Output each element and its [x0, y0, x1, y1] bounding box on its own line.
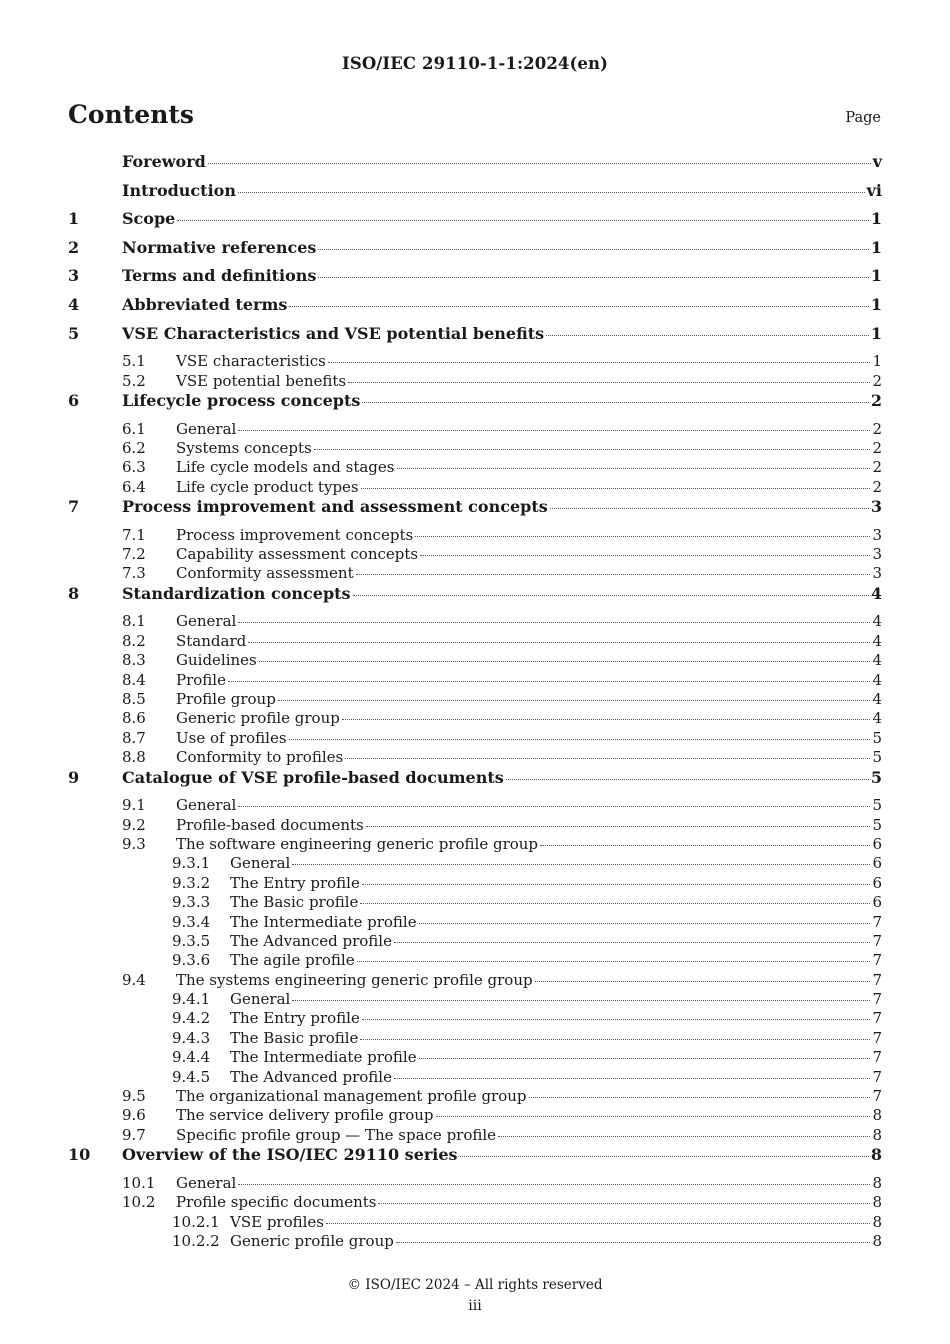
- toc-entry[interactable]: [68, 816, 882, 835]
- toc-entry[interactable]: [68, 181, 882, 210]
- dot-leader: [238, 429, 870, 431]
- dot-leader: [415, 535, 870, 537]
- toc-entry[interactable]: [68, 1232, 882, 1251]
- toc-entry-page: 6: [872, 834, 882, 853]
- toc-entry-page: 7: [872, 1087, 882, 1106]
- toc-entry-title: The organizational management profile group: [176, 1087, 527, 1106]
- dot-leader: [419, 1057, 871, 1059]
- toc-entry-number: 10.2: [122, 1193, 156, 1212]
- toc-entry[interactable]: [68, 324, 882, 353]
- toc-entry[interactable]: [68, 671, 882, 690]
- toc-entry[interactable]: [68, 768, 882, 797]
- toc-entry[interactable]: [68, 709, 882, 728]
- toc-entry[interactable]: [68, 932, 882, 951]
- toc-entry-title: Life cycle product types: [176, 477, 359, 496]
- toc-entry-page: 4: [872, 651, 882, 670]
- toc-entry-title: Generic profile group: [176, 709, 340, 728]
- dot-leader: [177, 219, 869, 221]
- toc-entry[interactable]: [68, 651, 882, 670]
- toc-entry-number: 4: [68, 294, 80, 314]
- toc-entry[interactable]: [68, 1009, 882, 1028]
- toc-entry-title: Terms and definitions: [122, 266, 317, 286]
- toc-entry-number: 9.7: [122, 1125, 146, 1144]
- toc-entry-number: 9.4: [122, 970, 146, 989]
- toc-entry-number: 9.4.4: [172, 1048, 211, 1067]
- toc-entry[interactable]: [68, 1174, 882, 1193]
- toc-entry-page: 7: [872, 970, 882, 989]
- dot-leader: [342, 718, 871, 720]
- toc-entry-page: 1: [870, 323, 882, 343]
- toc-entry[interactable]: [68, 420, 882, 439]
- dot-leader: [378, 1202, 870, 1204]
- dot-leader: [394, 941, 871, 943]
- toc-entry-title: Normative references: [122, 237, 317, 257]
- toc-entry-page: 5: [872, 796, 882, 815]
- toc-entry-title: The service delivery profile group: [176, 1106, 434, 1125]
- toc-entry-page: 4: [872, 612, 882, 631]
- toc-entry-title: Process improvement concepts: [176, 525, 414, 544]
- toc-entry-title: General: [176, 1173, 237, 1192]
- toc-entry[interactable]: [68, 295, 882, 324]
- toc-entry-page: 1: [870, 209, 882, 229]
- toc-entry-page: 8: [872, 1125, 882, 1144]
- toc-entry-number: 5.1: [122, 352, 146, 371]
- toc-entry[interactable]: [68, 1029, 882, 1048]
- toc-entry-number: 7.3: [122, 564, 146, 583]
- toc-entry-page: 2: [872, 477, 882, 496]
- toc-entry[interactable]: [68, 372, 882, 391]
- toc-entry-title: The Basic profile: [230, 893, 359, 912]
- toc-entry-page: 7: [872, 1048, 882, 1067]
- toc-entry-number: 8.1: [122, 612, 146, 631]
- toc-entry-page: 8: [872, 1193, 882, 1212]
- toc-entry-title: Systems concepts: [176, 438, 312, 457]
- toc-entry-number: 9.4.5: [172, 1067, 211, 1086]
- toc-entry-title: Life cycle models and stages: [176, 458, 395, 477]
- toc-entry-title: The Basic profile: [230, 1028, 359, 1047]
- toc-entry-title: VSE Characteristics and VSE potential benefits: [122, 323, 545, 343]
- dot-leader: [360, 902, 870, 904]
- toc-entry-title: The Intermediate profile: [230, 912, 417, 931]
- toc-entry[interactable]: [68, 545, 882, 564]
- dot-leader: [318, 248, 868, 250]
- toc-entry-title: Profile group: [176, 690, 276, 709]
- toc-entry-number: 8.7: [122, 728, 146, 747]
- toc-entry-title: The Entry profile: [230, 1009, 360, 1028]
- toc-entry-title: General: [176, 612, 237, 631]
- toc-entry-page: 1: [870, 266, 882, 286]
- toc-entry[interactable]: [68, 564, 882, 583]
- dot-leader: [529, 1096, 871, 1098]
- toc-entry-number: 9.3.1: [172, 854, 211, 873]
- toc-entry[interactable]: [68, 152, 882, 181]
- toc-entry-page: 7: [872, 951, 882, 970]
- toc-entry-page: 3: [872, 564, 882, 583]
- dot-leader: [238, 191, 865, 193]
- toc-entry-page: 2: [870, 390, 882, 410]
- toc-entry[interactable]: [68, 690, 882, 709]
- toc-entry-title: Scope: [122, 209, 176, 229]
- toc-entry-number: 8.4: [122, 670, 146, 689]
- toc-entry-title: Profile: [176, 670, 226, 689]
- dot-leader: [278, 699, 871, 701]
- toc-entry-page: 5: [872, 728, 882, 747]
- dot-leader: [314, 448, 871, 450]
- toc-entry-title: General: [176, 419, 237, 438]
- toc-entry[interactable]: [68, 748, 882, 767]
- toc-entry-page: 7: [872, 912, 882, 931]
- toc-entry-title: Capability assessment concepts: [176, 545, 419, 564]
- toc-entry[interactable]: [68, 729, 882, 748]
- dot-leader: [238, 621, 870, 623]
- toc-entry[interactable]: [68, 391, 882, 420]
- toc-entry-number: 8.2: [122, 631, 146, 650]
- toc-entry-title: General: [230, 854, 291, 873]
- toc-entry-number: 10: [68, 1145, 91, 1165]
- toc-entry-title: VSE profiles: [230, 1212, 325, 1231]
- toc-entry-title: VSE characteristics: [176, 352, 326, 371]
- toc-entry-page: 4: [870, 583, 882, 603]
- toc-entry-number: 9.3.3: [172, 893, 211, 912]
- toc-entry-page: v: [872, 152, 882, 171]
- toc-entry-title: The systems engineering generic profile group: [176, 970, 533, 989]
- toc-entry-number: 7: [68, 497, 80, 517]
- toc-entry-title: Conformity to profiles: [176, 748, 344, 767]
- toc-entry-number: 9.1: [122, 796, 146, 815]
- toc-entry-page: 2: [872, 419, 882, 438]
- toc-entry-page: 2: [872, 458, 882, 477]
- dot-leader: [550, 507, 869, 509]
- toc-entry-page: 7: [872, 1067, 882, 1086]
- contents-title: Contents: [68, 100, 195, 129]
- toc-entry-page: 6: [872, 854, 882, 873]
- toc-entry-page: 8: [872, 1106, 882, 1125]
- toc-entry-page: 8: [872, 1231, 882, 1250]
- toc-entry-number: 9.3: [122, 834, 146, 853]
- toc-entry-title: Specific profile group — The space profile: [176, 1125, 497, 1144]
- toc-entry-title: The Intermediate profile: [230, 1048, 417, 1067]
- toc-entry[interactable]: [68, 209, 882, 238]
- dot-leader: [396, 1241, 871, 1243]
- toc-entry-title: Lifecycle process concepts: [122, 390, 361, 410]
- dot-leader: [420, 554, 870, 556]
- toc-entry[interactable]: [68, 238, 882, 267]
- toc-entry-number: 9.2: [122, 815, 146, 834]
- toc-entry-title: Foreword: [122, 152, 206, 171]
- toc-entry-number: 5: [68, 323, 80, 343]
- dot-leader: [292, 863, 870, 865]
- toc-entry-page: 5: [872, 815, 882, 834]
- dot-leader: [238, 1183, 870, 1185]
- toc-entry-title: Abbreviated terms: [122, 294, 288, 314]
- dot-leader: [228, 680, 870, 682]
- toc-entry[interactable]: [68, 584, 882, 613]
- toc-entry-number: 10.2.1: [172, 1212, 220, 1231]
- toc-entry[interactable]: [68, 612, 882, 631]
- toc-entry[interactable]: [68, 874, 882, 893]
- toc-entry-page: 7: [872, 990, 882, 1009]
- toc-entry-title: VSE potential benefits: [176, 371, 347, 390]
- toc-entry-number: 6.2: [122, 438, 146, 457]
- toc-entry-title: Profile specific documents: [176, 1193, 377, 1212]
- toc-entry-number: 3: [68, 266, 80, 286]
- toc-entry-title: General: [230, 990, 291, 1009]
- dot-leader: [360, 1038, 870, 1040]
- dot-leader: [397, 467, 871, 469]
- toc-entry[interactable]: [68, 1087, 882, 1106]
- toc-entry-title: Guidelines: [176, 651, 257, 670]
- dot-leader: [506, 778, 869, 780]
- toc-entry-page: 3: [872, 525, 882, 544]
- dot-leader: [259, 660, 871, 662]
- toc-entry-number: 8.6: [122, 709, 146, 728]
- toc-entry-page: 2: [872, 371, 882, 390]
- toc-entry-page: 7: [872, 1009, 882, 1028]
- toc-entry-page: 3: [872, 545, 882, 564]
- toc-entry-title: The software engineering generic profile group: [176, 834, 539, 853]
- dot-leader: [289, 305, 868, 307]
- toc-entry-number: 1: [68, 209, 80, 229]
- dot-leader: [357, 960, 871, 962]
- toc-entry-number: 6.4: [122, 477, 146, 496]
- toc-entry-title: Standard: [176, 631, 247, 650]
- dot-leader: [362, 401, 869, 403]
- toc-entry[interactable]: [68, 1048, 882, 1067]
- toc-entry[interactable]: [68, 1068, 882, 1087]
- toc-entry[interactable]: [68, 439, 882, 458]
- dot-leader: [318, 276, 868, 278]
- toc-entry-page: 4: [872, 631, 882, 650]
- toc-entry[interactable]: [68, 990, 882, 1009]
- toc-entry-title: The Advanced profile: [230, 931, 392, 950]
- toc-entry-title: Overview of the ISO/IEC 29110 series: [122, 1145, 458, 1165]
- toc-entry-number: 8.3: [122, 651, 146, 670]
- toc-entry-number: 7.2: [122, 545, 146, 564]
- toc-entry-title: Process improvement and assessment concepts: [122, 497, 548, 517]
- toc-entry[interactable]: [68, 1106, 882, 1125]
- toc-entry-number: 6.3: [122, 458, 146, 477]
- dot-leader: [362, 883, 871, 885]
- toc-entry[interactable]: [68, 1145, 882, 1174]
- toc-entry-page: vi: [866, 180, 882, 200]
- dot-leader: [540, 844, 870, 846]
- toc-entry-page: 8: [870, 1145, 882, 1165]
- dot-leader: [366, 825, 871, 827]
- toc-entry-number: 6: [68, 390, 80, 410]
- toc-entry-number: 5.2: [122, 371, 146, 390]
- toc-entry[interactable]: [68, 632, 882, 651]
- toc-entry-page: 5: [872, 748, 882, 767]
- toc-entry-number: 9.4.3: [172, 1028, 211, 1047]
- toc-entry-number: 9.3.5: [172, 931, 211, 950]
- dot-leader: [292, 999, 870, 1001]
- toc-entry-number: 9.4.2: [172, 1009, 211, 1028]
- toc-entry[interactable]: [68, 913, 882, 932]
- dot-leader: [328, 361, 871, 363]
- dot-leader: [326, 1222, 870, 1224]
- dot-leader: [498, 1135, 870, 1137]
- toc-entry-title: Profile-based documents: [176, 815, 364, 834]
- toc-entry-page: 4: [872, 670, 882, 689]
- toc-entry[interactable]: [68, 893, 882, 912]
- toc-entry-title: The Entry profile: [230, 873, 360, 892]
- table-of-contents: [68, 152, 882, 1251]
- toc-entry-number: 8: [68, 583, 80, 603]
- toc-entry-title: Use of profiles: [176, 728, 287, 747]
- toc-entry-page: 1: [870, 237, 882, 257]
- toc-entry-title: Introduction: [122, 180, 236, 200]
- toc-entry-page: 2: [872, 438, 882, 457]
- toc-entry[interactable]: [68, 458, 882, 477]
- toc-entry-number: 9.4.1: [172, 990, 211, 1009]
- copyright-notice: © ISO/IEC 2024 – All rights reserved: [347, 1277, 603, 1293]
- dot-leader: [353, 594, 869, 596]
- toc-entry-number: 10.2.2: [172, 1231, 220, 1250]
- toc-entry-number: 9.3.2: [172, 873, 211, 892]
- toc-entry[interactable]: [68, 854, 882, 873]
- dot-leader: [348, 381, 870, 383]
- dot-leader: [248, 641, 870, 643]
- toc-entry-page: 6: [872, 893, 882, 912]
- toc-entry-number: 9.3.4: [172, 912, 211, 931]
- toc-entry-number: 6.1: [122, 419, 146, 438]
- toc-entry-page: 8: [872, 1212, 882, 1231]
- toc-entry[interactable]: [68, 1213, 882, 1232]
- toc-entry-title: Standardization concepts: [122, 583, 351, 603]
- toc-entry-number: 9.5: [122, 1087, 146, 1106]
- toc-entry[interactable]: [68, 526, 882, 545]
- toc-entry[interactable]: [68, 951, 882, 970]
- dot-leader: [345, 757, 870, 759]
- dot-leader: [394, 1077, 871, 1079]
- toc-entry-number: 2: [68, 237, 80, 257]
- dot-leader: [546, 334, 869, 336]
- toc-entry-page: 5: [870, 767, 882, 787]
- toc-entry-number: 10.1: [122, 1173, 156, 1192]
- toc-entry-page: 1: [872, 352, 882, 371]
- dot-leader: [361, 487, 871, 489]
- toc-entry-title: The Advanced profile: [230, 1067, 392, 1086]
- toc-entry[interactable]: [68, 266, 882, 295]
- toc-entry-title: Generic profile group: [230, 1231, 394, 1250]
- toc-entry-page: 8: [872, 1173, 882, 1192]
- toc-entry-number: 9: [68, 767, 80, 787]
- toc-entry[interactable]: [68, 478, 882, 497]
- toc-entry[interactable]: [68, 1126, 882, 1145]
- toc-entry-page: 3: [870, 497, 882, 517]
- toc-entry-title: General: [176, 796, 237, 815]
- toc-entry-page: 1: [870, 294, 882, 314]
- page-number: iii: [468, 1298, 482, 1314]
- toc-entry[interactable]: [68, 1193, 882, 1212]
- toc-entry[interactable]: [68, 352, 882, 371]
- toc-entry[interactable]: [68, 971, 882, 990]
- dot-leader: [419, 922, 871, 924]
- toc-entry-title: Conformity assessment: [176, 564, 354, 583]
- document-id-header: ISO/IEC 29110-1-1:2024(en): [342, 54, 608, 73]
- toc-entry-number: 9.6: [122, 1106, 146, 1125]
- dot-leader: [356, 573, 871, 575]
- toc-entry-title: The agile profile: [230, 951, 355, 970]
- toc-entry-number: 7.1: [122, 525, 146, 544]
- toc-entry-number: 8.5: [122, 690, 146, 709]
- dot-leader: [238, 805, 870, 807]
- toc-entry-page: 7: [872, 931, 882, 950]
- dot-leader: [208, 162, 871, 164]
- dot-leader: [362, 1018, 871, 1020]
- toc-entry-title: Catalogue of VSE profile-based documents: [122, 767, 504, 787]
- dot-leader: [460, 1155, 869, 1157]
- dot-leader: [436, 1115, 871, 1117]
- toc-entry-page: 7: [872, 1028, 882, 1047]
- page-column-label: Page: [845, 110, 881, 126]
- toc-entry-page: 4: [872, 690, 882, 709]
- dot-leader: [289, 738, 871, 740]
- toc-entry-number: 9.3.6: [172, 951, 211, 970]
- toc-entry[interactable]: [68, 497, 882, 526]
- toc-entry[interactable]: [68, 835, 882, 854]
- dot-leader: [535, 980, 871, 982]
- toc-entry-page: 4: [872, 709, 882, 728]
- toc-entry[interactable]: [68, 796, 882, 815]
- toc-entry-number: 8.8: [122, 748, 146, 767]
- toc-entry-page: 6: [872, 873, 882, 892]
